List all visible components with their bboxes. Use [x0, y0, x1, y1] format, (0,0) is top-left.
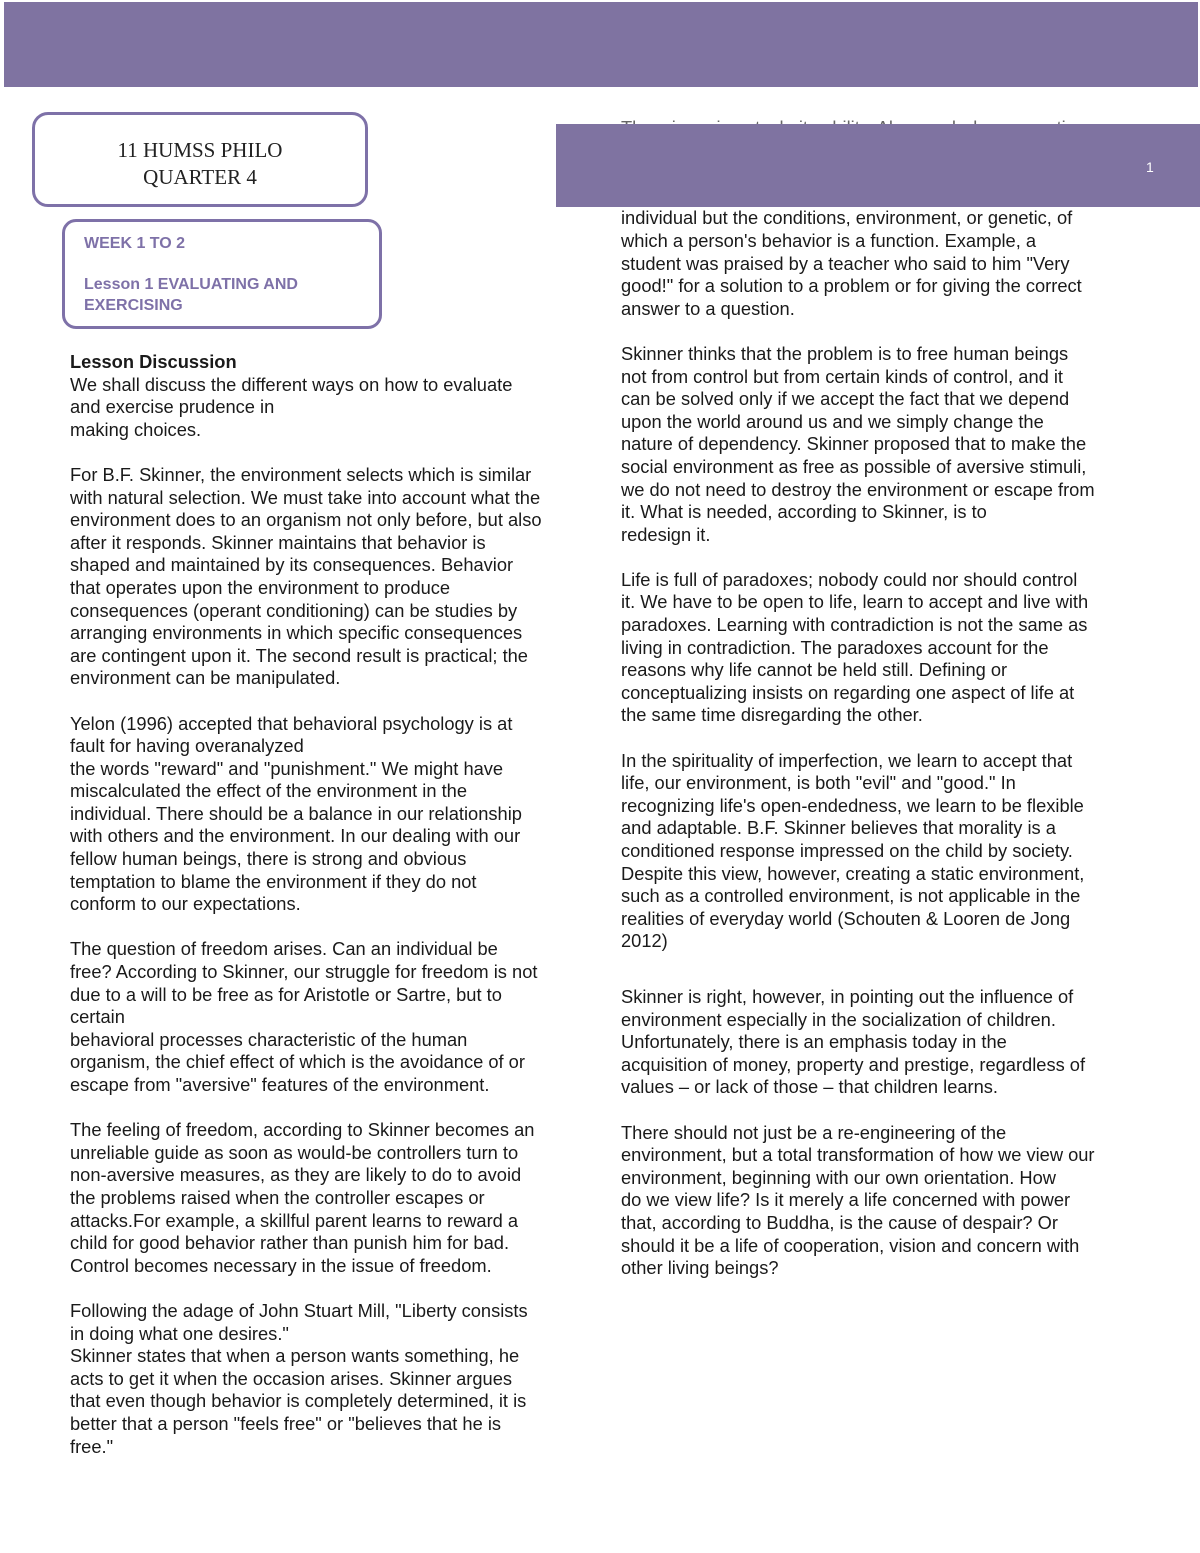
quarter-label: QUARTER 4 — [143, 165, 257, 189]
course-title-box — [32, 112, 368, 207]
paragraph: Skinner thinks that the problem is to free human beings not from control but from certain kinds of control, and it can be solved only if we accept the fact that we depend upon the world around us and we simply change the nature of dependency. Skinner proposed that to make the social environment as free as possible of aversive stimuli, we do not need to destroy the environment or escape from it. What is needed, according to Skinner, is to redesign it. — [621, 342, 1095, 545]
paragraph: We shall discuss the different ways on how to evaluate and exercise prudence in making choices. — [70, 373, 513, 440]
paragraph: There should not just be a re-engineering of the environment, but a total transformation of how we view our environment, beginning with our own orientation. How do we view life? Is it merely a life concerned with power that, according to Buddha, is the cause of despair? Or should it be a life of cooperation, vision and concern with other living beings? — [621, 1121, 1095, 1279]
page-number: 1 — [1146, 159, 1154, 175]
paragraph: Yelon (1996) accepted that behavioral psychology is at fault for having overanalyzed the words "reward" and "punishment." We might have miscalculated the effect of the environment in the individual. There should be a balance in our relationship with others and the environment. In our dealing with our fellow human beings, there is strong and obvious temptation to blame the environment if they do not conform to our expectations. — [70, 712, 522, 915]
week-lesson-box — [62, 219, 382, 329]
paragraph: individual but the conditions, environment, or genetic, of which a person's behavior is a function. Example, a student was praised by a teacher who said to him "Very good!" for a solution to a problem or for giving the correct answer to a question. — [621, 207, 1082, 319]
lesson-title: Lesson 1 EVALUATING AND EXERCISING — [84, 276, 298, 314]
paragraph: Skinner is right, however, in pointing out the influence of environment especially in the socialization of children. Unfortunately, there is an emphasis today in the acquisition of money, property and prestige, regardless of values – or lack of those – that children learns. — [621, 985, 1086, 1098]
paragraph: For B.F. Skinner, the environment selects which is similar with natural selection. We must take into account what the environment does to an organism not only before, but also after it responds. Skinner maintains that behavior is shaped and maintained by its consequences. Behavior that operates upon the environment to produce consequences (operant conditioning) can be studies by arranging environments in which specific consequences are contingent upon it. The second result is practical; the environment can be manipulated. — [70, 463, 542, 689]
paragraph: The question of freedom arises. Can an individual be free? According to Skinner, our struggle for freedom is not due to a will to be free as for Aristotle or Sartre, but to certain behavioral processes characteristic of the human organism, the chief effect of which is the avoidance of or escape from "aversive" features of the environment. — [70, 938, 538, 1095]
lesson-discussion-heading: Lesson Discussion — [70, 351, 237, 372]
course-title: 11 HUMSS PHILO — [117, 138, 283, 162]
paragraph: In the spirituality of imperfection, we learn to accept that life, our environment, is both "evil" and "good." In recognizing life's open-endedness, we learn to be flexible and adaptable. B.F. Skinner believes that morality is a conditioned response impressed on the child by society. Despite this view, however, creating a static environment, such as a controlled environment, is not applicable in the realities of everyday world (Schouten & Looren de Jong 2012) — [621, 749, 1085, 952]
left-column — [70, 351, 590, 1481]
top-banner — [4, 2, 1198, 87]
week-label: WEEK 1 TO 2 — [84, 235, 186, 252]
paragraph: Following the adage of John Stuart Mill, "Liberty consists in doing what one desires." Skinner states that when a person wants something, he acts to get it when the occasion arises. Skinner argues that even though behavior is completely determined, it is better that a person "feels free" or "believes that he is free." — [70, 1299, 528, 1457]
paragraph: Life is full of paradoxes; nobody could nor should control it. We have to be open to life, learn to accept and live with paradoxes. Learning with contradiction is not the same as living in contradiction. The paradoxes account for the reasons why life cannot be held still. Defining or conceptualizing insists on regarding one aspect of life at the same time disregarding the other. — [621, 568, 1089, 726]
right-column — [621, 117, 1136, 1302]
paragraph: The feeling of freedom, according to Skinner becomes an unreliable guide as soon as would-be controllers turn to non-aversive measures, as they are likely to do to avoid the problems raised when the controller escapes or attacks.For example, a skillful parent learns to reward a child for good behavior rather than punish him for bad. Control becomes necessary in the issue of freedom. — [70, 1119, 535, 1276]
page-header-banner — [556, 124, 1200, 207]
